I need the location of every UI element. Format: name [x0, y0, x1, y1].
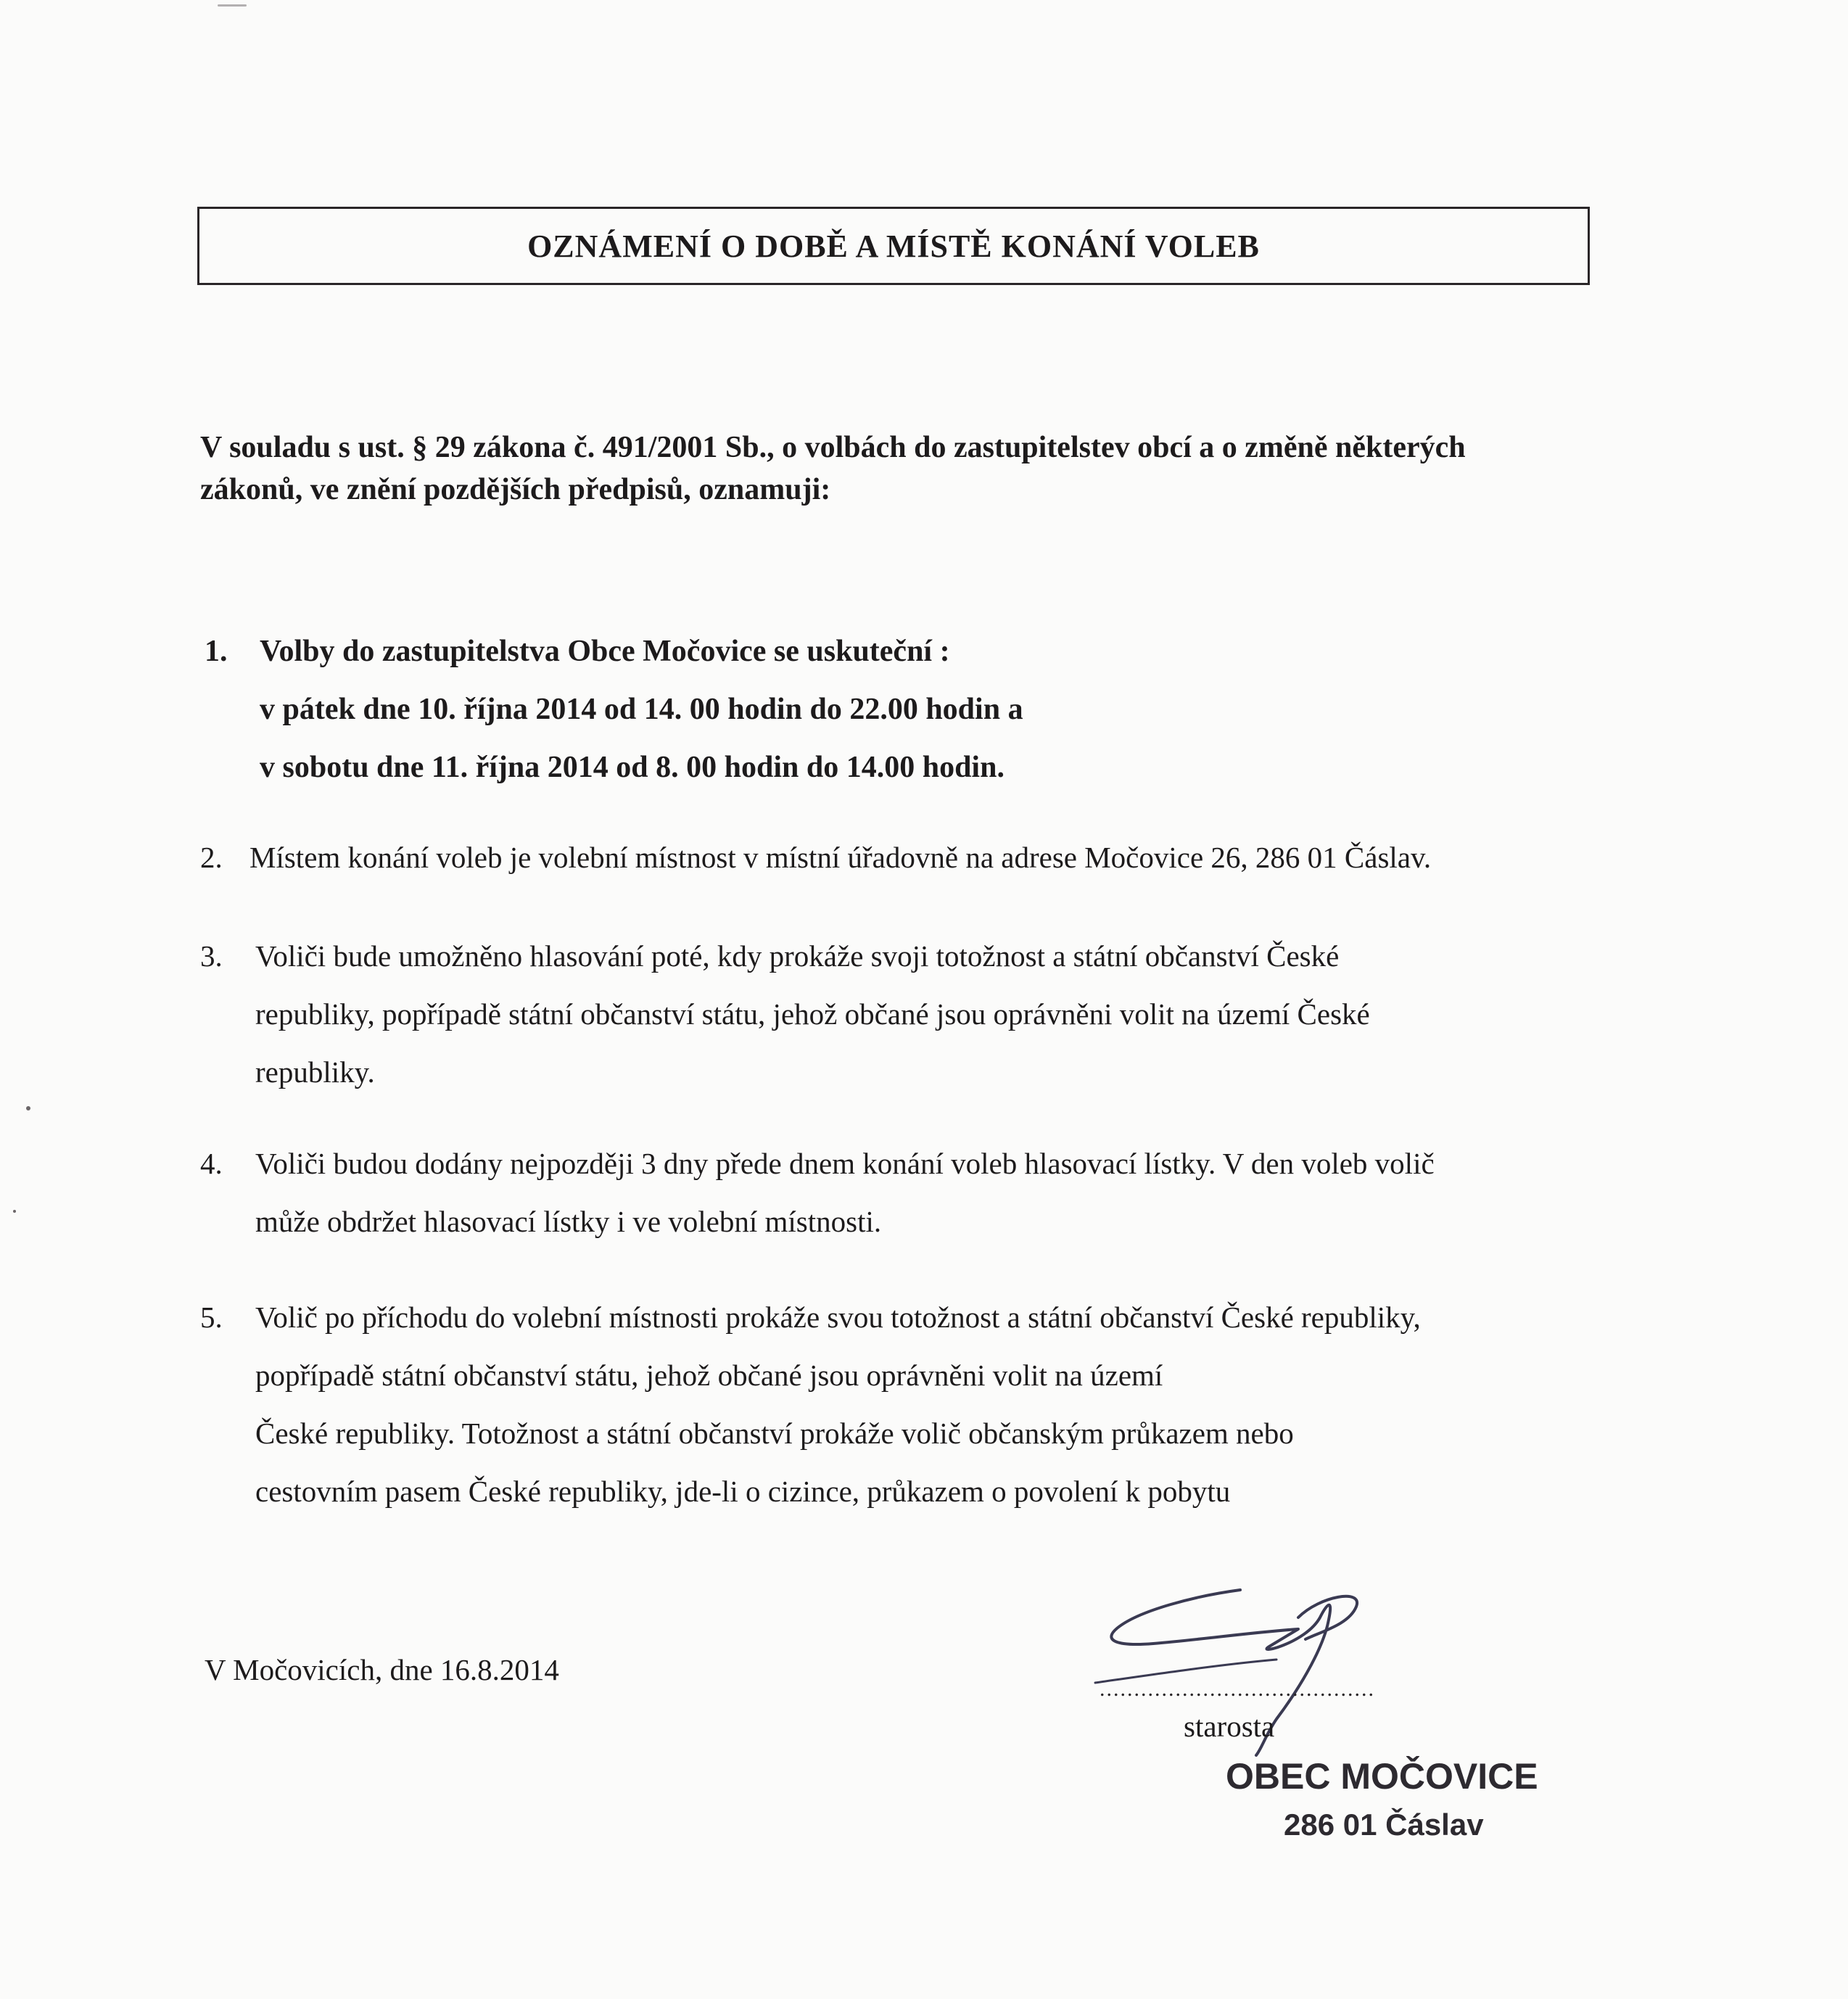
item-line: Volby do zastupitelstva Obce Močovice se uskuteční :: [260, 635, 950, 668]
intro-line: V souladu s ust. § 29 zákona č. 491/2001 Sb., o volbách do zastupitelstev obcí a o změně některých: [200, 431, 1466, 464]
item-line: cestovním pasem České republiky, jde-li o cizince, průkazem o povolení k pobytu: [255, 1475, 1231, 1508]
scan-speck: [218, 4, 247, 7]
scan-speck: [26, 1106, 30, 1110]
official-stamp: [1226, 1755, 1574, 1864]
item-line: popřípadě státní občanství státu, jehož občané jsou oprávněni volit na území: [255, 1359, 1163, 1392]
item-line: Voliči budou dodány nejpozději 3 dny přede dnem konání voleb hlasovací lístky. V den voleb volič: [255, 1147, 1435, 1180]
stamp-line-1: OBEC MOČOVICE: [1226, 1756, 1538, 1797]
intro-paragraph: [200, 426, 1672, 511]
item-number: 5.: [200, 1301, 223, 1334]
item-line: republiky, popřípadě státní občanství státu, jehož občané jsou oprávněni volit na území České: [255, 997, 1370, 1031]
item-number: 3.: [200, 939, 223, 973]
item-line: republiky.: [255, 1055, 375, 1089]
scan-speck: [13, 1210, 16, 1213]
item-number: 4.: [200, 1147, 223, 1180]
signatory-role: starosta: [1184, 1710, 1275, 1743]
document-title: OZNÁMENÍ O DOBĚ A MÍSTĚ KONÁNÍ VOLEB: [527, 228, 1260, 264]
title-box: [197, 207, 1590, 285]
item-line: v pátek dne 10. října 2014 od 14. 00 hodin do 22.00 hodin a: [260, 693, 1023, 726]
item-line: České republiky. Totožnost a státní občanství prokáže volič občanským průkazem nebo: [255, 1417, 1294, 1450]
item-number: 2.: [200, 841, 223, 874]
stamp-line-2: 286 01 Čáslav: [1284, 1808, 1484, 1842]
item-line: Volič po příchodu do volební místnosti prokáže svou totožnost a státní občanství České republiky,: [255, 1301, 1421, 1334]
item-line: Voliči bude umožněno hlasování poté, kdy prokáže svoji totožnost a státní občanství České: [255, 939, 1340, 973]
item-number: 1.: [205, 635, 228, 668]
signature-line: ........................................: [1100, 1677, 1375, 1701]
item-line: může obdržet hlasovací lístky i ve volební místnosti.: [255, 1205, 882, 1238]
item-line: Místem konání voleb je volební místnost v místní úřadovně na adrese Močovice 26, 286 01 Čáslav.: [249, 841, 1432, 874]
item-line: v sobotu dne 11. října 2014 od 8. 00 hodin do 14.00 hodin.: [260, 751, 1005, 784]
place-and-date: V Močovicích, dne 16.8.2014: [205, 1653, 559, 1686]
intro-line: zákonů, ve znění pozdějších předpisů, oznamuji:: [200, 473, 831, 506]
